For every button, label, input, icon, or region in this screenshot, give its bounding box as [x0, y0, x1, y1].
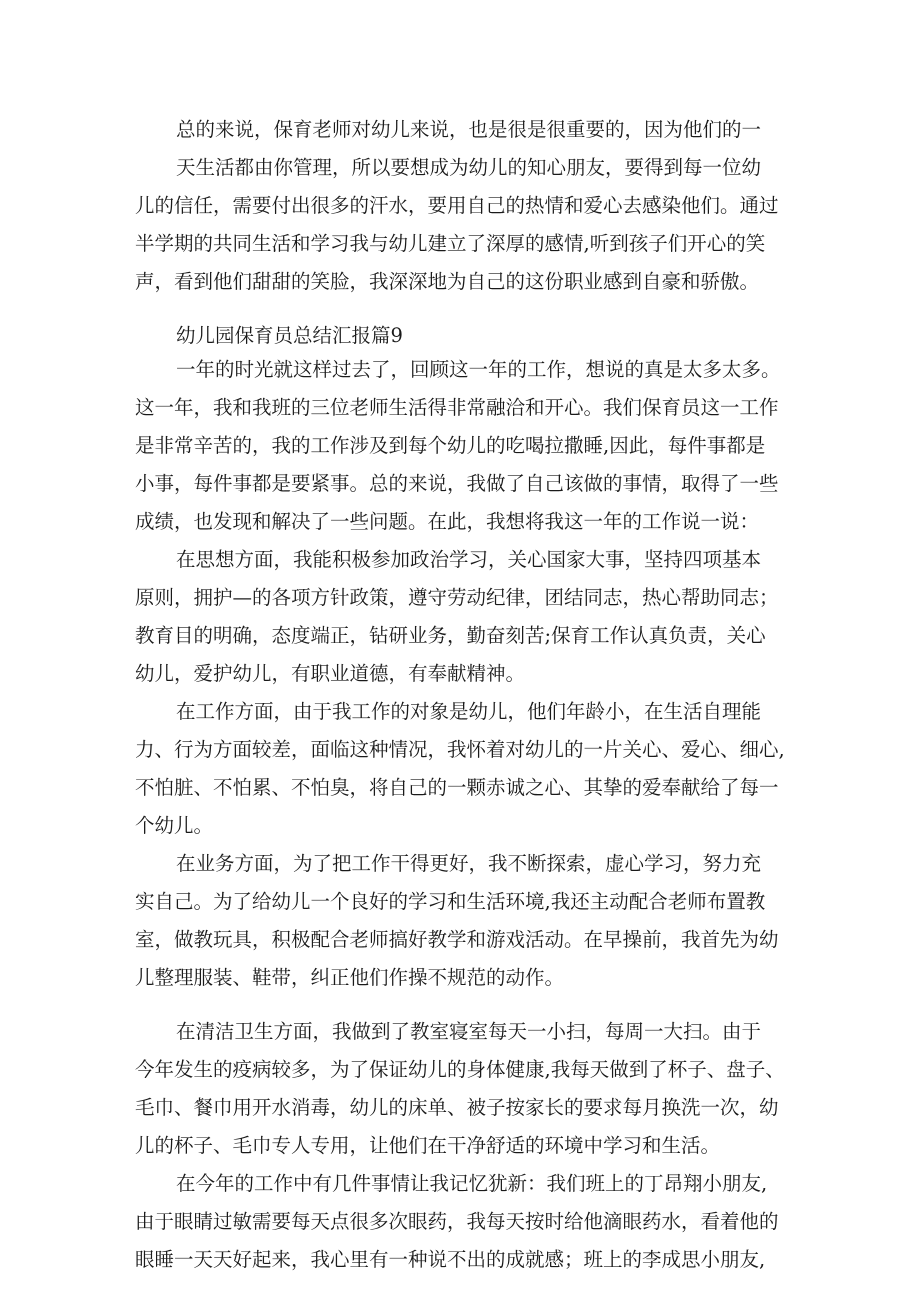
work-paragraph-line: 在工作方面，由于我工作的对象是幼儿，他们年龄小，在生活自理能 [176, 700, 762, 723]
work-paragraph-line: 个幼儿。 [135, 814, 214, 837]
work-paragraph-line: 不怕脏、不怕累、不怕臭，将自己的一颗赤诚之心、其挚的爱奉献给了每一 [135, 776, 779, 799]
section-heading: 幼儿园保育员总结汇报篇9 [176, 324, 403, 347]
thought-paragraph-line: 原则，拥护—的各项方针政策，遵守劳动纪律，团结同志，热心帮助同志； [135, 586, 779, 609]
thought-paragraph-line: 教育目的明确，态度端正，钻研业务，勤奋刻苦;保育工作认真负责，关心 [135, 624, 766, 647]
business-paragraph-line: 室，做教玩具，积极配合老师搞好教学和游戏活动。在早操前，我首先为幼 [135, 928, 779, 951]
summary-paragraph-line: 一年的时光就这样过去了，回顾这一年的工作，想说的真是太多太多。 [176, 358, 781, 381]
business-paragraph-line: 儿整理服装、鞋带，纠正他们作操不规范的动作。 [135, 966, 565, 989]
summary-paragraph-line: 小事，每件事都是要紧事。总的来说，我做了自己该做的事情，取得了一些 [135, 472, 779, 495]
cleaning-paragraph-line: 今年发生的疫病较多，为了保证幼儿的身体健康,我每天做到了杯子、盘子、 [135, 1058, 785, 1081]
cleaning-paragraph-line: 在清洁卫生方面，我做到了教室寝室每天一小扫，每周一大扫。由于 [176, 1020, 762, 1043]
memory-paragraph-line: 在今年的工作中有几件事情让我记忆犹新：我们班上的丁昂翔小朋友, [176, 1172, 768, 1195]
business-paragraph-line: 在业务方面，为了把工作干得更好，我不断探索，虚心学习，努力充 [176, 852, 762, 875]
thought-paragraph-line: 在思想方面，我能积极参加政治学习，关心国家大事，坚持四项基本 [176, 548, 762, 571]
intro-paragraph-line: 声，看到他们甜甜的笑脸，我深深地为自己的这份职业感到自豪和骄傲。 [135, 270, 760, 293]
summary-paragraph-line: 成绩，也发现和解决了一些问题。在此，我想将我这一年的工作说一说： [135, 510, 760, 533]
work-paragraph-line: 力、行为方面较差，面临这种情况，我怀着对幼儿的一片关心、爱心、细心, [135, 738, 785, 761]
thought-paragraph-line: 幼儿，爱护幼儿，有职业道德，有奉献精神。 [135, 662, 526, 685]
intro-paragraph-line: 儿的信任，需要付出很多的汗水，要用自己的热情和爱心去感染他们。通过 [135, 194, 779, 217]
memory-paragraph-line: 由于眼睛过敏需要每天点很多次眼药，我每天按时给他滴眼药水，看着他的 [135, 1210, 779, 1233]
intro-paragraph-line: 半学期的共同生活和学习我与幼儿建立了深厚的感情,听到孩子们开心的笑 [135, 232, 766, 255]
cleaning-paragraph-line: 儿的杯子、毛巾专人专用，让他们在干净舒适的环境中学习和生活。 [135, 1134, 721, 1157]
business-paragraph-line: 实自己。为了给幼儿一个良好的学习和生活环境,我还主动配合老师布置教 [135, 890, 766, 913]
summary-paragraph-line: 是非常辛苦的，我的工作涉及到每个幼儿的吃喝拉撒睡,因此，每件事都是 [135, 434, 766, 457]
memory-paragraph-line: 眼睡一天天好起来，我心里有一种说不出的成就感；班上的李成思小朋友, [135, 1248, 766, 1271]
intro-paragraph-line: 天生活都由你管理，所以要想成为幼儿的知心朋友，要得到每一位幼 [176, 156, 762, 179]
cleaning-paragraph-line: 毛巾、餐巾用开水消毒，幼儿的床单、被子按家长的要求每月换洗一次，幼 [135, 1096, 779, 1119]
summary-paragraph-line: 这一年，我和我班的三位老师生活得非常融洽和开心。我们保育员这一工作 [135, 396, 779, 419]
intro-paragraph-line: 总的来说，保育老师对幼儿来说，也是很是很重要的，因为他们的一 [176, 118, 762, 141]
